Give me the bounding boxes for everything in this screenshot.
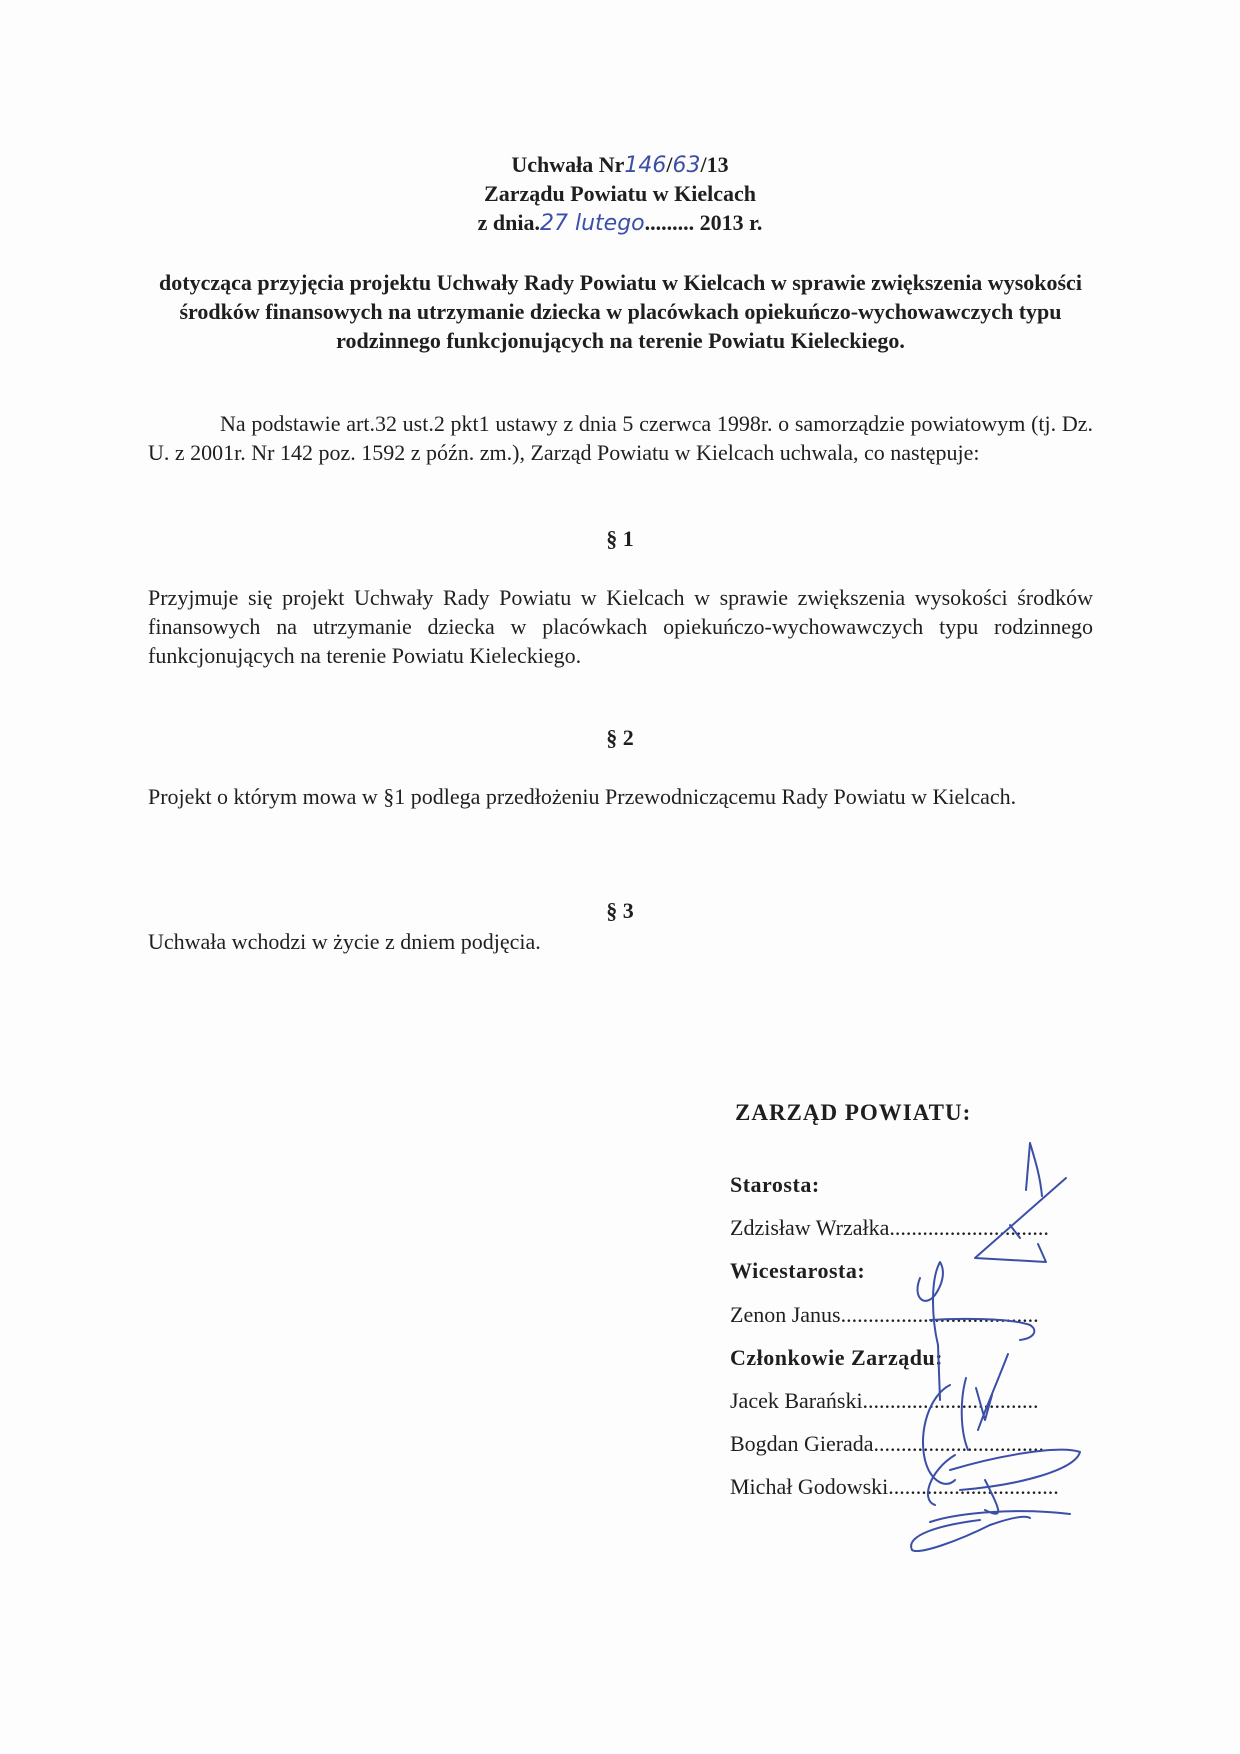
wicestarosta-label: Wicestarosta:: [730, 1258, 866, 1283]
section-2-mark: § 2: [606, 725, 634, 750]
handwritten-number-1: 146: [624, 153, 667, 178]
section-3-mark: § 3: [606, 898, 634, 923]
members-label: Członkowie Zarządu:: [730, 1345, 943, 1370]
preamble: [148, 409, 1093, 467]
date-prefix: z dnia.: [477, 210, 540, 235]
section-3-text: Uchwała wchodzi w życie z dniem podjęcia.: [148, 929, 541, 954]
resolution-number-suffix: /13: [700, 152, 729, 177]
date-suffix: ......... 2013 r.: [644, 210, 763, 235]
member-name: Michał Godowski...............................: [730, 1474, 1059, 1499]
member-name: Jacek Barański................................: [730, 1388, 1039, 1413]
resolution-date: [0, 210, 1240, 236]
starosta-name: Zdzisław Wrzałka.............................: [730, 1215, 1049, 1240]
signature-starosta: [975, 1143, 1066, 1262]
starosta-label: Starosta:: [730, 1172, 820, 1197]
resolution-number: [0, 152, 1240, 178]
resolution-number-prefix: Uchwała Nr: [511, 152, 625, 177]
handwritten-number-2: 63: [672, 153, 701, 178]
section-1-mark: § 1: [606, 526, 634, 551]
resolution-subject: dotycząca przyjęcia projektu Uchwały Rady Powiatu w Kielcach w sprawie zwiększenia wysokości środków finansowych na utrzymanie dziecka w placówkach opiekuńczo-wychowawczych typu rodzinnego funkcjonujących na terenie Powiatu Kieleckiego.: [159, 270, 1082, 353]
issuing-body: Zarządu Powiatu w Kielcach: [484, 181, 756, 206]
handwritten-date: 27 lutego: [539, 211, 645, 236]
resolution-number-separator: /: [666, 152, 673, 177]
section-2-text: Projekt o którym mowa w §1 podlega przedłożeniu Przewodniczącemu Rady Powiatu w Kielcach.: [148, 784, 1017, 809]
signature-wicestarosta: [918, 1262, 1035, 1400]
member-name: Bogdan Gierada...............................: [730, 1431, 1045, 1456]
wicestarosta-name: Zenon Janus....................................: [730, 1302, 1039, 1327]
board-title: ZARZĄD POWIATU:: [735, 1100, 972, 1125]
section-1-text: Przyjmuje się projekt Uchwały Rady Powiatu w Kielcach w sprawie zwiększenia wysokości środków finansowych na utrzymanie dziecka w placówkach opiekuńczo-wychowawczych typu rodzinnego funkcjonujących na terenie Powiatu Kieleckiego.: [148, 585, 1093, 668]
preamble-text: Na podstawie art.32 ust.2 pkt1 ustawy z dnia 5 czerwca 1998r. o samorządzie powiatowym (tj. Dz. U. z 2001r. Nr 142 poz. 1592 z późn. zm.), Zarząd Powiatu w Kielcach uchwala, co następuje:: [148, 411, 1093, 465]
